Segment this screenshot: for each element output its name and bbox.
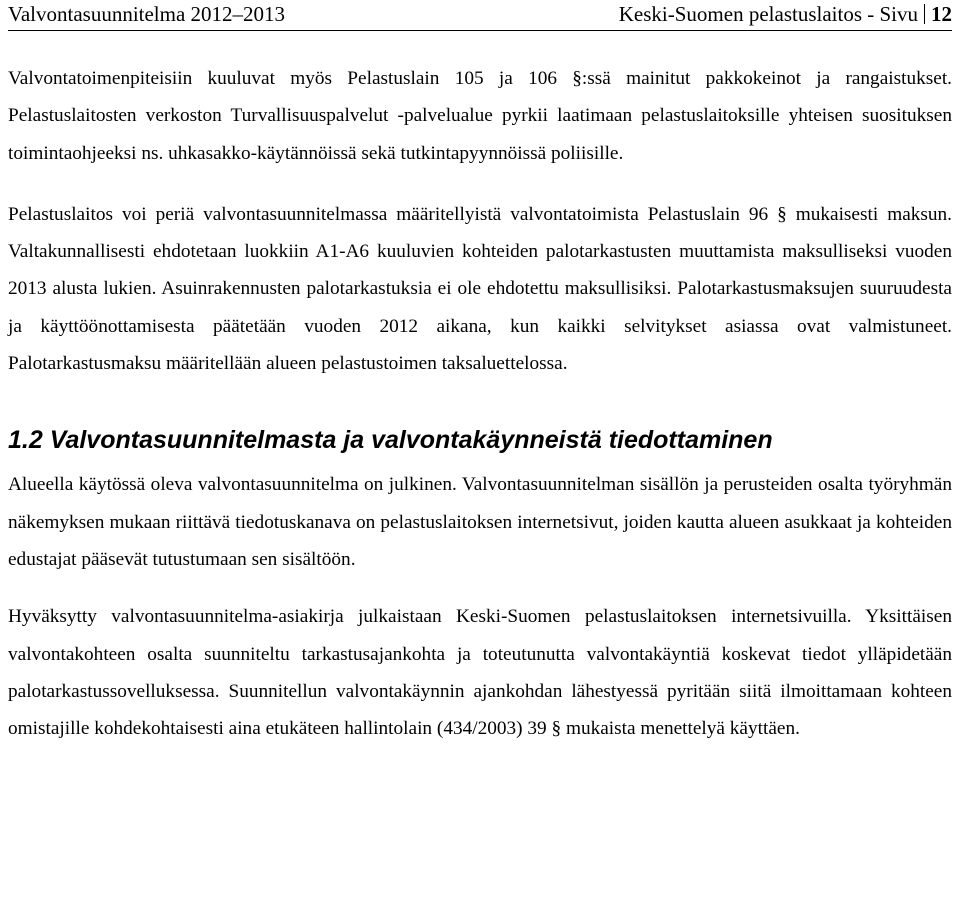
organization-page-label: Keski-Suomen pelastuslaitos - Sivu [618,2,918,26]
header-divider [924,4,925,24]
header-right [619,0,952,28]
paragraph-enforcement: Valvontatoimenpiteisiin kuuluvat myös Pelastuslain 105 ja 106 §:ssä mainitut pakkokeinot ja rangaistukset. Pelastuslaitosten verkoston Turvallisuuspalvelut -palvelualue pyrkii laatimaan pelastuslaitoksille yhteisen suosituksen toimintaohjeeksi ns. uhkasakko-käytännöissä sekä tutkintapyynnöissä poliisille. [8,68,952,164]
document-title: Valvontasuunnitelma 2012–2013 [8,2,286,26]
section-heading: 1.2 Valvontasuunnitelmasta ja valvontakäynneistä tiedottaminen [8,426,773,455]
paragraph-fees: Pelastuslaitos voi periä valvontasuunnitelmassa määritellyistä valvontatoimista Pelastuslain 96 § mukaisesti maksun. Valtakunnallisesti ehdotetaan luokkiin A1-A6 kuuluvien kohteiden palotarkastusten muuttamista maksulliseksi vuoden 2013 alusta lukien. Asuinrakennusten palotarkastuksia ei ole ehdotettu maksullisiksi. Palotarkastusmaksujen suuruudesta ja käyttöönottamisesta päätetään vuoden 2012 aikana, kun kaikki selvitykset asiassa ovat valmistuneet. Palotarkastusmaksu määritellään alueen pelastustoimen taksaluettelossa. [8,203,952,375]
page-header [8,0,952,31]
page-content [8,60,952,747]
paragraph-public-plan: Alueella käytössä oleva valvontasuunnitelma on julkinen. Valvontasuunnitelman sisällön ja perusteiden osalta työryhmän näkemyksen mukaan riittävä tiedotuskanava on pelastuslaitoksen internetsivut, joiden kautta alueen asukkaat ja kohteiden edustajat pääsevät tutustumaan sen sisältöön. [8,474,952,570]
page-number: 12 [931,2,952,26]
paragraph-publication: Hyväksytty valvontasuunnitelma-asiakirja julkaistaan Keski-Suomen pelastuslaitoksen internetsivuilla. Yksittäisen valvontakohteen osalta suunniteltu tarkastusajankohta ja toteutunutta valvontakäyntiä koskevat tiedot ylläpidetään palotarkastussovelluksessa. Suunnitellun valvontakäynnin ajankohdan lähestyessä pyritään siitä ilmoittamaan kohteen omistajille kohdekohtaisesti aina etukäteen hallintolain (434/2003) 39 § mukaista menettelyä käyttäen. [8,606,952,740]
